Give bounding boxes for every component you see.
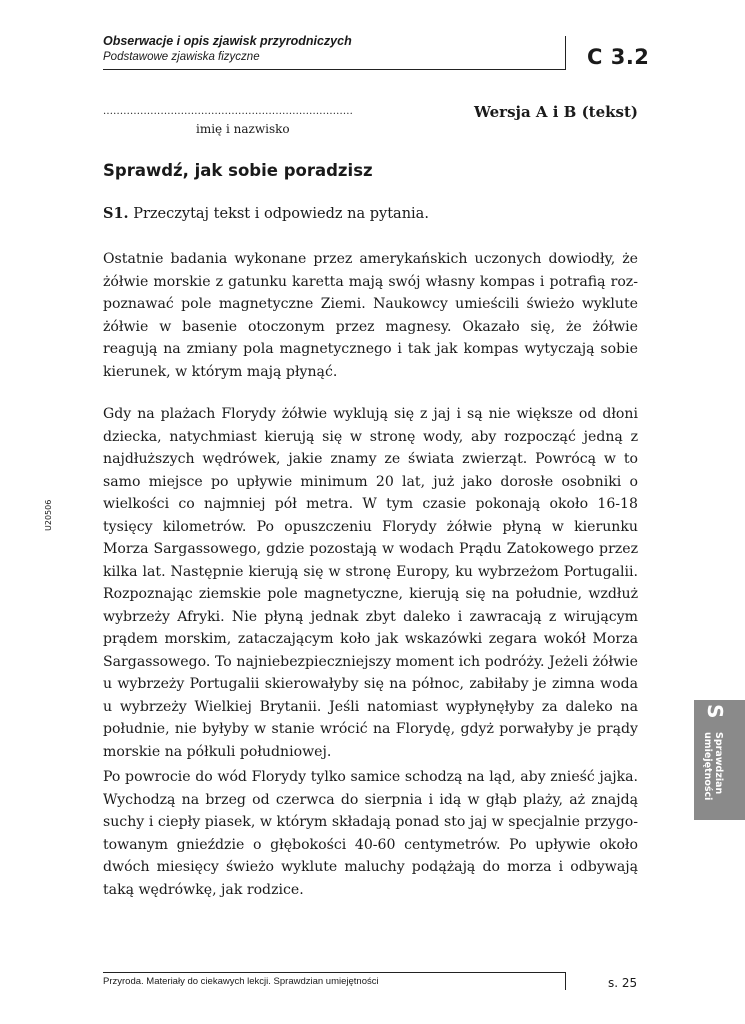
page-number: s. 25	[608, 976, 638, 990]
footer-text: Przyroda. Materiały do ciekawych lekcji. Sprawdzian umiejętności	[103, 976, 379, 987]
side-code: U20506	[44, 499, 53, 531]
task-text: Przeczytaj tekst i odpowiedz na pytania.	[133, 206, 429, 222]
paragraph-2: Gdy na plażach Florydy żółwie wyklują się z jaj i są nie większe od dłoni dziecka, natychmiast kierują się w stronę wody, aby rozpocząć jedną z najdłuższych wędrówek, jakie znamy ze świata zwierząt. Powrócą w to samo miejsce po upływie minimum 20 lat, już jako dorosłe osobniki o wielkości co najmniej pół metra. W tym czasie pokonają około 16-18 tysięcy kilometrów. Po opuszczeniu Florydy żółwie płyną w kierunku Morza Sargassowego, gdzie pozostają w wodach Prądu Zatokowego przez kilka lat. Następnie kierują się w stronę Europy, ku wybrzeżom Portugalii. Rozpoznając ziemskie pole magnetyczne, kierują się na południe, wzdłuż wybrzeży Afryki. Nie płyną jednak zbyt daleko i zawracają z wirującym prądem morskim, zataczającym koło jak wskazówki zegara wokół Morza Sargassowego. To najniebezpieczniejszy moment ich podróży. Jeżeli żółwie u wybrzeży Portugalii skierowałyby się na północ, zabiłaby je zimna woda u wybrzeży Wielkiej Brytanii. Jeśli natomiast wypłynęłyby za daleko na południe, nie byłyby w stanie wrócić na Florydę, gdyż porwałyby je prądy morskie na półkuli południowej.	[103, 406, 638, 760]
header-divider	[565, 36, 566, 70]
header-rule	[103, 69, 565, 70]
header-topic: Podstawowe zjawiska fizyczne	[103, 51, 260, 63]
paragraph-1: Ostatnie badania wykonane przez amerykańskich uczonych dowiodły, że żółwie morskie z gatunku karetta mają swój własny kompas i potrafią rozpoznawać pole magnetyczne Ziemi. Naukowcy umieścili świeżo wyklute żółwie w basenie otoczonym przez magnesy. Okazało się, że żółwie reagują na zmiany pola magnetycznego i tak jak kompas wytyczają sobie kierunek, w którym mają płynąć.	[103, 251, 638, 380]
section-tab-label	[702, 732, 724, 800]
task-instruction	[103, 205, 643, 222]
paragraph-3: Po powrocie do wód Florydy tylko samice schodzą na ląd, aby znieść jajka. Wychodzą na brzeg od czerwca do sierpnia i idą w głąb plaży, aż znajdą suchy i ciepły piasek, w którym składają ponad sto jaj w specjalnie przygotowanym gnieździe o głębokości 40-60 centymetrów. Po upływie około dwóch miesięcy świeżo wyklute maluchy podążają do morza i odbywają taką wędrówkę, jak rodzice.	[103, 769, 638, 898]
section-tab: S Sprawdzian umiejętności	[694, 700, 745, 820]
worksheet-code: C 3.2	[587, 45, 650, 69]
section-tab-line1: Sprawdzian	[713, 732, 724, 795]
footer-rule	[103, 972, 565, 973]
page-title: Sprawdź, jak sobie poradzisz	[103, 161, 373, 180]
footer-divider	[565, 972, 566, 990]
name-field-dots: ..........................................................................	[103, 106, 354, 117]
version-label: Wersja A i B (tekst)	[474, 103, 638, 121]
header-subject: Obserwacje i opis zjawisk przyrodniczych	[103, 34, 352, 48]
task-number: S1.	[103, 205, 129, 222]
section-tab-line2: umiejętności	[702, 732, 713, 801]
name-field-caption: imię i nazwisko	[196, 122, 290, 136]
